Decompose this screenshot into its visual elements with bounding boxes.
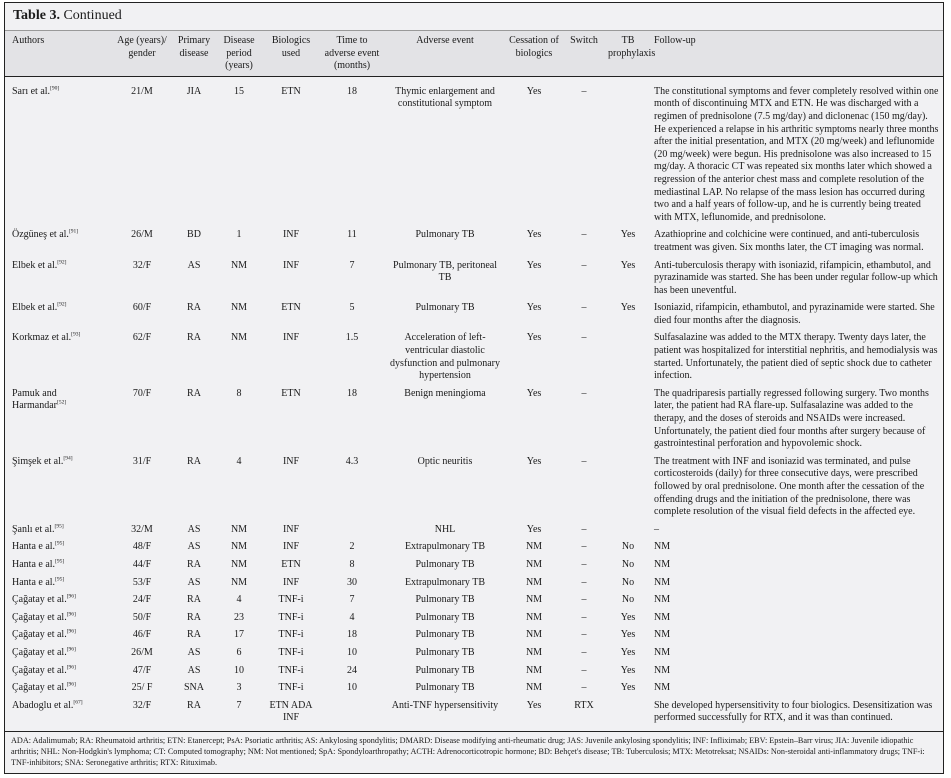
switch-cell: – (581, 229, 587, 241)
time-cell: 2 (349, 541, 355, 553)
table-row (5, 610, 943, 628)
tb-cell (605, 330, 651, 385)
data-table (5, 30, 943, 731)
disease-cell: AS (187, 664, 201, 676)
author-cell (5, 627, 111, 645)
column-header: Adverse event (416, 35, 474, 46)
table-row (5, 454, 943, 522)
followup-cell: NM (654, 576, 671, 588)
time-cell: 18 (347, 85, 357, 97)
author-cell (5, 663, 111, 681)
author-cell (5, 386, 111, 454)
switch-cell: – (581, 576, 587, 588)
followup-cell: NM (654, 611, 671, 623)
disease-cell: RA (187, 699, 201, 711)
time-cell: 18 (347, 387, 357, 399)
event-cell: Extrapulmonary TB (404, 576, 486, 588)
author-cell (5, 575, 111, 593)
table-row (5, 557, 943, 575)
event-cell: Acceleration of left-ventricular diastolic dysfunction and pulmonary hypertension (390, 332, 500, 382)
event-cell: Pulmonary TB (415, 558, 475, 570)
table-container (4, 2, 944, 774)
time-cell: 30 (347, 576, 357, 588)
author-cell (5, 610, 111, 628)
time-cell: 1.5 (345, 332, 359, 344)
switch-cell: – (581, 302, 587, 314)
followup-cell: Sulfasalazine was added to the MTX therapy. Twenty days later, the patient was hospitalized for interstitial nephritis, and hemodialysis was started. Unfortunately, the patient died of septic shock due to catheter infection. (654, 332, 938, 382)
disease-cell: RA (187, 332, 201, 344)
table-row (5, 386, 943, 454)
switch-cell: – (581, 387, 587, 399)
event-cell: Pulmonary TB (415, 646, 475, 658)
author-cell (5, 454, 111, 522)
biologic-cell: TNF-i (278, 611, 304, 623)
disease-cell: SNA (183, 682, 204, 694)
age-cell: 24/F (132, 594, 152, 606)
period-cell: 17 (234, 629, 244, 641)
table-row (5, 258, 943, 301)
author-name: Korkmaz et al. (12, 332, 72, 344)
cessation-cell: NM (525, 611, 543, 623)
period-cell: 8 (236, 387, 242, 399)
age-cell: 32/M (131, 523, 153, 535)
followup-cell: NM (654, 541, 671, 553)
author-cell (5, 76, 111, 227)
period-cell: 4 (236, 455, 242, 467)
table-row (5, 76, 943, 227)
tb-cell: Yes (620, 259, 636, 271)
author-name: Pamuk and Harmandar (12, 387, 57, 412)
disease-cell: RA (187, 558, 201, 570)
age-cell: 50/F (132, 611, 152, 623)
biologic-cell: ETN (281, 558, 301, 570)
switch-cell: – (581, 682, 587, 694)
age-cell: 70/F (132, 387, 152, 399)
followup-cell: NM (654, 558, 671, 570)
tb-cell (605, 522, 651, 540)
author-name: Çağatay et al. (12, 646, 67, 658)
tb-cell: Yes (620, 664, 636, 676)
table-row (5, 592, 943, 610)
column-header: Authors (12, 35, 45, 46)
age-cell: 32/F (132, 259, 152, 271)
switch-cell: – (581, 664, 587, 676)
tb-cell: Yes (620, 302, 636, 314)
cessation-cell: Yes (526, 699, 542, 711)
followup-cell: Isoniazid, rifampicin, ethambutol, and pyrazinamide were started. She died four months after the diagnosis. (654, 302, 935, 326)
biologic-cell: TNF-i (278, 682, 304, 694)
event-cell: NHL (434, 523, 456, 535)
cessation-cell: NM (525, 664, 543, 676)
event-cell: Pulmonary TB (415, 594, 475, 606)
biologic-cell: INF (282, 576, 300, 588)
tb-cell: Yes (620, 682, 636, 694)
reference-link[interactable]: [92] (57, 301, 67, 308)
followup-cell: She developed hypersensitivity to four biologics. Desensitization was performed successfully for RTX, and it was than continued. (654, 699, 933, 724)
column-header: Switch (570, 35, 598, 46)
reference-link[interactable]: [96] (66, 629, 76, 636)
author-name: Şanlı et al. (12, 523, 55, 535)
tb-cell: No (621, 594, 635, 606)
biologic-cell: INF (282, 332, 300, 344)
switch-cell: – (581, 541, 587, 553)
column-header: Biologics used (271, 35, 311, 59)
tb-cell: Yes (620, 229, 636, 241)
age-cell: 53/F (132, 576, 152, 588)
tb-cell: No (621, 541, 635, 553)
event-cell: Pulmonary TB (415, 611, 475, 623)
author-name: Özgüneş et al. (12, 229, 69, 241)
switch-cell: – (581, 332, 587, 344)
author-name: Çağatay et al. (12, 611, 67, 623)
event-cell: Pulmonary TB (415, 629, 475, 641)
biologic-cell: INF (282, 229, 300, 241)
disease-cell: AS (187, 523, 201, 535)
tb-cell: Yes (620, 646, 636, 658)
time-cell: 10 (347, 646, 357, 658)
author-cell (5, 227, 111, 257)
author-name: Hanta e al. (12, 541, 56, 553)
disease-cell: RA (187, 629, 201, 641)
period-cell: 1 (236, 229, 242, 241)
author-cell (5, 698, 111, 731)
event-cell: Pulmonary TB (415, 682, 475, 694)
disease-cell: AS (187, 541, 201, 553)
reference-link[interactable]: [91] (68, 228, 79, 235)
biologic-cell: ETN ADA INF (269, 699, 313, 724)
reference-link[interactable]: [92] (57, 259, 67, 266)
author-cell (5, 592, 111, 610)
author-cell (5, 522, 111, 540)
period-cell: NM (230, 332, 248, 344)
table-caption: Continued (63, 8, 122, 23)
followup-cell: The treatment with INF and isoniazid was terminated, and pulse corticosteroids (daily) for three consecutive days, were prescribed followed by oral prednisolone. One month after the cessation of the offending drugs and the initiation of the prednisolone, there was complete resolution of the visual field defects in the affected eye. (654, 455, 925, 518)
tb-cell (605, 76, 651, 227)
biologic-cell: TNF-i (278, 664, 304, 676)
table-body (5, 76, 943, 731)
switch-cell: – (581, 646, 587, 658)
followup-cell: NM (654, 682, 671, 694)
time-cell (319, 522, 385, 540)
cessation-cell: NM (525, 594, 543, 606)
table-row (5, 330, 943, 385)
disease-cell: RA (187, 302, 201, 314)
period-cell: 3 (236, 682, 242, 694)
switch-cell: – (581, 594, 587, 606)
period-cell: 10 (234, 664, 244, 676)
table-label: Table 3. (13, 8, 60, 23)
column-header: Follow-up (654, 35, 696, 46)
author-name: Abadoglu et al. (12, 699, 74, 711)
table-title (5, 3, 943, 30)
cessation-cell: Yes (526, 387, 542, 399)
tb-cell (605, 454, 651, 522)
cessation-cell: Yes (526, 302, 542, 314)
tb-cell (605, 386, 651, 454)
age-cell: 62/F (132, 332, 152, 344)
age-cell: 26/M (131, 229, 153, 241)
period-cell: 6 (236, 646, 242, 658)
reference-link[interactable]: [96] (66, 664, 76, 671)
event-cell: Pulmonary TB (415, 302, 475, 314)
time-cell: 4.3 (345, 455, 359, 467)
followup-cell: Anti-tuberculosis therapy with isoniazid, rifampicin, ethambutol, and pyrazinamide was started. She has been under regular follow-up which has been uneventful. (654, 259, 938, 296)
footnote: ADA: Adalimumab; RA: Rheumatoid arthritis; ETN: Etanercept; PsA: Psoriatic arthritis; AS: Ankylosing spondylitis; DMARD: Disease modifying anti-rheumatic drug; JAS: Juvenile ankylosing spondylitis; INF: Infliximab; EBV: Epstein–Barr virus; JIA: Juvenile idiopathic arthritis; NHL: Non-Hodgkin's lymphoma; CT: Computed tomography; NM: Not mentioned; SpA: Spondyloarthropathy; ACTH: Adrenocorticotropic hormone; BD: Behçet's disease; TB: Tuberculosis; MTX: Metotreksat; NSAIDs: Non-steroidal anti-inflammatory drugs; TNF-i: TNF-inhibitors; SNA: Seronegative arthritis; RTX: Rituximab. (5, 731, 943, 773)
followup-cell: The constitutional symptoms and fever completely resolved within one month of discontinuing MTX and ETN. He was discharged with a regimen of prednisolone (7.5 mg/day) and diclonenac (150 mg/day). He experienced a relapse in his arthritic symptoms nearly three months after the initial presentation, and MTX (20 mg/week) and leflunomide (20 mg/week) were begun. His prednisolone was also increased to 15 mg/day. A thoracic CT was repeated six months later which showed a regression of the anterior chest mass and complete resolution of the mediastinal LAP. No relapse of the mass lesion has occurred during two and a half years of follow-up, and he is currently being treated with MTX, leflunomide, and prednisolone. (654, 85, 939, 223)
cessation-cell: NM (525, 646, 543, 658)
reference-link[interactable]: [96] (66, 646, 76, 653)
period-cell: NM (230, 558, 248, 570)
biologic-cell: ETN (281, 387, 301, 399)
author-name: Hanta e al. (12, 558, 56, 570)
age-cell: 44/F (132, 558, 152, 570)
cessation-cell: Yes (526, 259, 542, 271)
time-cell: 18 (347, 629, 357, 641)
age-cell: 47/F (132, 664, 152, 676)
followup-cell: NM (654, 629, 671, 641)
table-row (5, 300, 943, 330)
table-row (5, 522, 943, 540)
biologic-cell: TNF-i (278, 646, 304, 658)
followup-cell: – (654, 523, 659, 535)
followup-cell: The quadriparesis partially regressed following surgery. Two months later, the patient had RA flare-up. Sulfasalazine was added to the therapy, and the doses of steroids and NSAIDs were increased. Unfortunately, the patient died four months after surgery because of gastrointestinal perforation and hypovolemic shock. (654, 387, 929, 450)
cessation-cell: Yes (526, 332, 542, 344)
biologic-cell: INF (282, 523, 300, 535)
disease-cell: RA (187, 611, 201, 623)
disease-cell: RA (187, 455, 201, 467)
time-cell: 7 (349, 259, 355, 271)
reference-link[interactable]: [90] (50, 85, 60, 92)
author-name: Elbek et al. (12, 302, 58, 314)
reference-link[interactable]: [67] (73, 699, 83, 706)
event-cell: Pulmonary TB, peritoneal TB (393, 259, 497, 284)
cessation-cell: Yes (526, 85, 542, 97)
period-cell: 23 (234, 611, 244, 623)
event-cell: Pulmonary TB (415, 229, 475, 241)
age-cell: 26/M (131, 646, 153, 658)
author-name: Sarı et al. (12, 85, 51, 97)
column-header: Disease period (years) (223, 35, 255, 72)
cessation-cell: Yes (526, 523, 542, 535)
cessation-cell: Yes (526, 229, 542, 241)
switch-cell: – (581, 611, 587, 623)
table-row (5, 627, 943, 645)
event-cell: Benign meningioma (404, 387, 486, 399)
age-cell: 48/F (132, 541, 152, 553)
biologic-cell: ETN (281, 85, 301, 97)
followup-cell: NM (654, 594, 671, 606)
event-cell: Extrapulmonary TB (404, 541, 486, 553)
reference-link[interactable]: [95] (55, 576, 65, 583)
author-name: Çağatay et al. (12, 664, 67, 676)
author-name: Çağatay et al. (12, 594, 67, 606)
table-row (5, 539, 943, 557)
age-cell: 21/M (131, 85, 153, 97)
cessation-cell: NM (525, 629, 543, 641)
author-cell (5, 557, 111, 575)
reference-link[interactable]: [94] (63, 455, 73, 462)
followup-cell: NM (654, 646, 671, 658)
period-cell: 15 (234, 85, 244, 97)
cessation-cell: NM (525, 682, 543, 694)
period-cell: 4 (236, 594, 242, 606)
disease-cell: AS (187, 576, 201, 588)
header-row (5, 31, 943, 77)
time-cell: 11 (347, 229, 357, 241)
disease-cell: BD (187, 229, 201, 241)
author-name: Çağatay et al. (12, 682, 67, 694)
author-name: Elbek et al. (12, 259, 58, 271)
cessation-cell: NM (525, 541, 543, 553)
time-cell: 24 (347, 664, 357, 676)
switch-cell: – (581, 558, 587, 570)
age-cell: 46/F (132, 629, 152, 641)
cessation-cell: NM (525, 558, 543, 570)
column-header: Time to adverse event (months) (324, 35, 380, 72)
switch-cell: – (581, 259, 587, 271)
age-cell: 31/F (132, 455, 152, 467)
cessation-cell: NM (525, 576, 543, 588)
followup-cell: Azathioprine and colchicine were continued, and anti-tuberculosis treatment was given. Six months later, the CT imaging was normal. (654, 229, 924, 253)
author-cell (5, 680, 111, 698)
author-cell (5, 330, 111, 385)
disease-cell: RA (187, 594, 201, 606)
author-cell (5, 645, 111, 663)
reference-link[interactable]: [93] (71, 332, 81, 339)
switch-cell: – (581, 85, 587, 97)
table-row (5, 663, 943, 681)
author-name: Hanta e al. (12, 576, 56, 588)
cessation-cell: Yes (526, 455, 542, 467)
column-header: Cessation of biologics (509, 35, 559, 59)
time-cell: 7 (349, 594, 355, 606)
biologic-cell: INF (282, 541, 300, 553)
period-cell: NM (230, 541, 248, 553)
disease-cell: AS (187, 259, 201, 271)
disease-cell: JIA (186, 85, 202, 97)
time-cell: 4 (349, 611, 355, 623)
table-row (5, 698, 943, 731)
biologic-cell: INF (282, 455, 300, 467)
table-row (5, 575, 943, 593)
tb-cell (605, 698, 651, 731)
event-cell: Optic neuritis (417, 455, 473, 467)
period-cell: 7 (236, 699, 242, 711)
author-cell (5, 258, 111, 301)
event-cell: Pulmonary TB (415, 664, 475, 676)
disease-cell: AS (187, 646, 201, 658)
reference-link[interactable]: [96] (66, 593, 76, 600)
time-cell (319, 698, 385, 731)
period-cell: NM (230, 523, 248, 535)
age-cell: 25/ F (131, 682, 153, 694)
column-header: Age (years)/ gender (117, 35, 167, 59)
tb-cell: Yes (620, 611, 636, 623)
disease-cell: RA (187, 387, 201, 399)
period-cell: NM (230, 576, 248, 588)
reference-link[interactable]: [95] (55, 558, 65, 565)
period-cell: NM (230, 302, 248, 314)
age-cell: 60/F (132, 302, 152, 314)
tb-cell: Yes (620, 629, 636, 641)
event-cell: Anti-TNF hypersensitivity (391, 699, 499, 711)
table-row (5, 680, 943, 698)
author-name: Çağatay et al. (12, 629, 67, 641)
switch-cell: – (581, 455, 587, 467)
table-row (5, 227, 943, 257)
switch-cell: – (581, 629, 587, 641)
biologic-cell: ETN (281, 302, 301, 314)
switch-cell: RTX (574, 699, 594, 711)
table-row (5, 645, 943, 663)
author-cell (5, 300, 111, 330)
reference-link[interactable]: [95] (54, 523, 64, 530)
column-header: Primary disease (177, 35, 211, 59)
time-cell: 10 (347, 682, 357, 694)
column-header: TB prophylaxis (608, 35, 656, 59)
biologic-cell: TNF-i (278, 629, 304, 641)
event-cell: Thymic enlargement and constitutional symptom (395, 85, 495, 110)
switch-cell: – (581, 523, 587, 535)
reference-link[interactable]: [96] (66, 611, 76, 618)
reference-link[interactable]: [95] (55, 541, 65, 548)
reference-link[interactable]: [52] (56, 400, 67, 407)
tb-cell: No (621, 558, 635, 570)
biologic-cell: TNF-i (278, 594, 304, 606)
author-name: Şimşek et al. (12, 455, 64, 467)
author-cell (5, 539, 111, 557)
reference-link[interactable]: [96] (66, 681, 76, 688)
age-cell: 32/F (132, 699, 152, 711)
biologic-cell: INF (282, 259, 300, 271)
tb-cell: No (621, 576, 635, 588)
time-cell: 8 (349, 558, 355, 570)
followup-cell: NM (654, 664, 671, 676)
period-cell: NM (230, 259, 248, 271)
time-cell: 5 (349, 302, 355, 314)
